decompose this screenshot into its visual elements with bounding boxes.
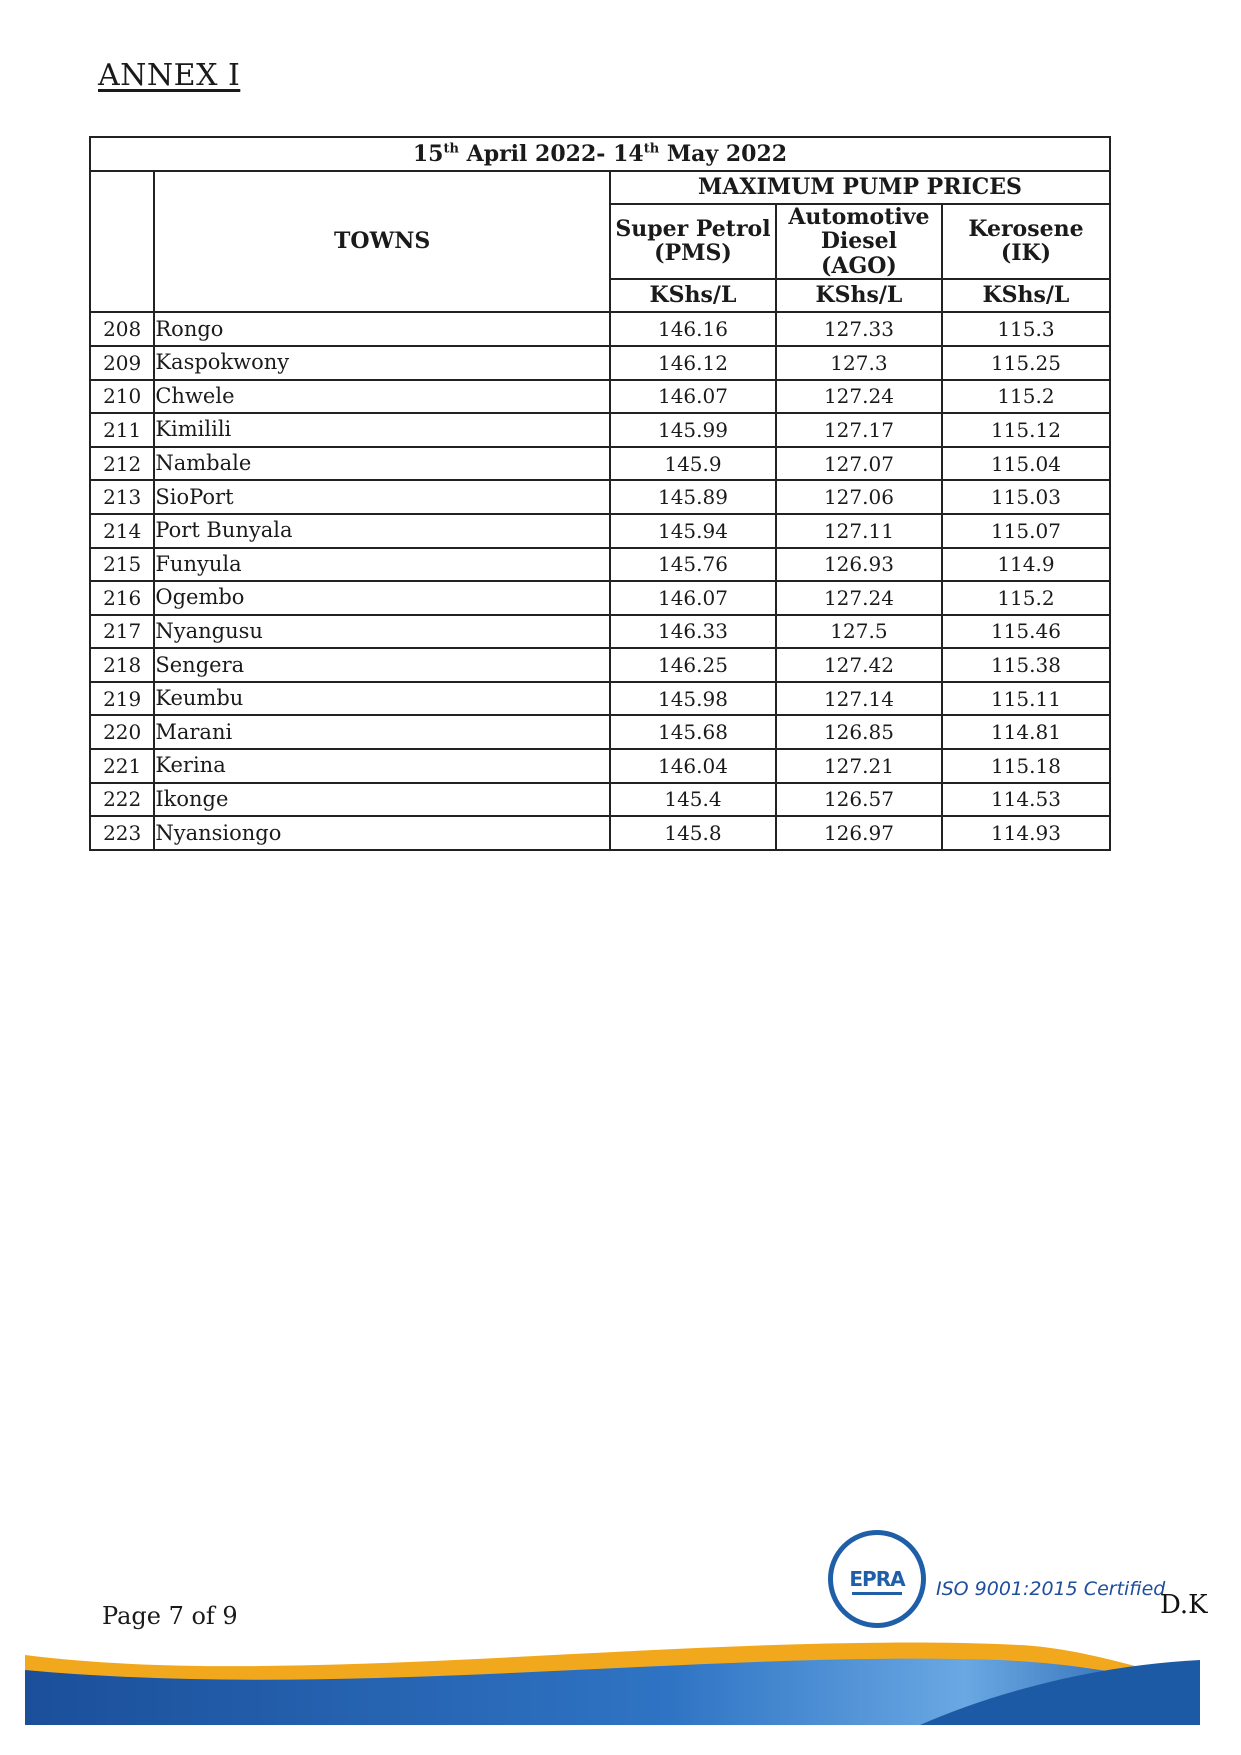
row-number: 209 [90, 346, 154, 380]
ago-header-line: (AGO) [821, 252, 897, 279]
row-number: 217 [90, 615, 154, 649]
ik-price: 115.2 [942, 380, 1110, 414]
ik-price: 115.03 [942, 480, 1110, 514]
town-name: Nyangusu [154, 615, 610, 649]
ago-price: 127.24 [776, 581, 942, 615]
iso-certification: ISO 9001:2015 Certified [936, 1578, 1166, 1600]
table-row [90, 783, 1110, 817]
number-header [90, 171, 154, 313]
pms-price: 145.89 [610, 480, 776, 514]
table-row [90, 380, 1110, 414]
town-name: Ogembo [154, 581, 610, 615]
logo-text: EPRA [849, 1567, 905, 1591]
ik-price: 114.9 [942, 548, 1110, 582]
ik-header [942, 204, 1110, 279]
ik-price: 115.07 [942, 514, 1110, 548]
ago-price: 127.07 [776, 447, 942, 481]
pms-price: 145.76 [610, 548, 776, 582]
table-body [90, 312, 1110, 850]
table-row [90, 648, 1110, 682]
table-row [90, 312, 1110, 346]
ago-price: 127.14 [776, 682, 942, 716]
ago-price: 127.3 [776, 346, 942, 380]
towns-header: TOWNS [154, 171, 610, 313]
pms-price: 146.12 [610, 346, 776, 380]
ago-price: 127.42 [776, 648, 942, 682]
pms-price: 146.25 [610, 648, 776, 682]
town-name: Port Bunyala [154, 514, 610, 548]
ago-price: 126.85 [776, 715, 942, 749]
pms-header-line: (PMS) [654, 240, 732, 267]
logo-underline [852, 1592, 902, 1595]
pms-price: 146.07 [610, 581, 776, 615]
table-row [90, 816, 1110, 850]
row-number: 223 [90, 816, 154, 850]
ago-unit: KShs/L [776, 279, 942, 313]
ago-price: 127.33 [776, 312, 942, 346]
row-number: 214 [90, 514, 154, 548]
header-row-1 [90, 171, 1110, 205]
ago-price: 127.06 [776, 480, 942, 514]
ik-price: 115.18 [942, 749, 1110, 783]
town-name: Sengera [154, 648, 610, 682]
ik-price: 115.38 [942, 648, 1110, 682]
ik-price: 114.53 [942, 783, 1110, 817]
town-name: Ikonge [154, 783, 610, 817]
town-name: Marani [154, 715, 610, 749]
ik-price: 115.04 [942, 447, 1110, 481]
table-row [90, 581, 1110, 615]
town-name: Kaspokwony [154, 346, 610, 380]
ik-price: 115.3 [942, 312, 1110, 346]
table-row [90, 548, 1110, 582]
table-row [90, 447, 1110, 481]
ago-price: 127.24 [776, 380, 942, 414]
ago-price: 127.17 [776, 413, 942, 447]
town-name: Keumbu [154, 682, 610, 716]
table-row [90, 514, 1110, 548]
row-number: 213 [90, 480, 154, 514]
pms-header-line: Super Petrol [615, 216, 771, 243]
ik-unit: KShs/L [942, 279, 1110, 313]
period-row [90, 137, 1110, 171]
row-number: 208 [90, 312, 154, 346]
ago-header [776, 204, 942, 279]
row-number: 221 [90, 749, 154, 783]
row-number: 220 [90, 715, 154, 749]
table-row [90, 413, 1110, 447]
pms-price: 146.33 [610, 615, 776, 649]
footer-wave-graphic [0, 1630, 1241, 1755]
pms-price: 145.98 [610, 682, 776, 716]
table-row [90, 749, 1110, 783]
ago-header-line: Automotive [788, 204, 930, 231]
table-row [90, 480, 1110, 514]
ik-price: 115.11 [942, 682, 1110, 716]
ago-price: 127.5 [776, 615, 942, 649]
table-row [90, 615, 1110, 649]
pms-price: 146.07 [610, 380, 776, 414]
ik-price: 114.93 [942, 816, 1110, 850]
town-name: Rongo [154, 312, 610, 346]
town-name: Nambale [154, 447, 610, 481]
row-number: 210 [90, 380, 154, 414]
town-name: Chwele [154, 380, 610, 414]
pms-price: 146.04 [610, 749, 776, 783]
row-number: 219 [90, 682, 154, 716]
ago-price: 127.11 [776, 514, 942, 548]
pms-price: 145.94 [610, 514, 776, 548]
town-name: Kerina [154, 749, 610, 783]
pms-price: 145.99 [610, 413, 776, 447]
row-number: 218 [90, 648, 154, 682]
pms-header [610, 204, 776, 279]
pump-prices-table [89, 136, 1111, 851]
ik-price: 115.25 [942, 346, 1110, 380]
table-row [90, 715, 1110, 749]
ago-price: 127.21 [776, 749, 942, 783]
annex-title: ANNEX I [98, 58, 241, 93]
ik-price: 114.81 [942, 715, 1110, 749]
pms-price: 146.16 [610, 312, 776, 346]
ik-price: 115.12 [942, 413, 1110, 447]
ago-price: 126.97 [776, 816, 942, 850]
page-number: Page 7 of 9 [102, 1602, 238, 1630]
ago-header-line: Diesel [820, 228, 898, 255]
town-name: Funyula [154, 548, 610, 582]
table-row [90, 346, 1110, 380]
pms-price: 145.4 [610, 783, 776, 817]
ago-price: 126.93 [776, 548, 942, 582]
row-number: 212 [90, 447, 154, 481]
period-heading: 15th April 2022- 14th May 2022 [90, 137, 1110, 171]
ik-price: 115.46 [942, 615, 1110, 649]
table-row [90, 682, 1110, 716]
row-number: 216 [90, 581, 154, 615]
ik-price: 115.2 [942, 581, 1110, 615]
pms-price: 145.8 [610, 816, 776, 850]
ik-header-line: Kerosene [968, 216, 1084, 243]
pms-price: 145.68 [610, 715, 776, 749]
row-number: 211 [90, 413, 154, 447]
pms-price: 145.9 [610, 447, 776, 481]
handwritten-initials: D.K [1160, 1590, 1208, 1620]
ago-price: 126.57 [776, 783, 942, 817]
town-name: Kimilili [154, 413, 610, 447]
pms-unit: KShs/L [610, 279, 776, 313]
town-name: SioPort [154, 480, 610, 514]
max-prices-header: MAXIMUM PUMP PRICES [610, 171, 1110, 205]
epra-logo [828, 1530, 926, 1628]
ik-header-line: (IK) [1000, 240, 1052, 267]
town-name: Nyansiongo [154, 816, 610, 850]
row-number: 222 [90, 783, 154, 817]
row-number: 215 [90, 548, 154, 582]
